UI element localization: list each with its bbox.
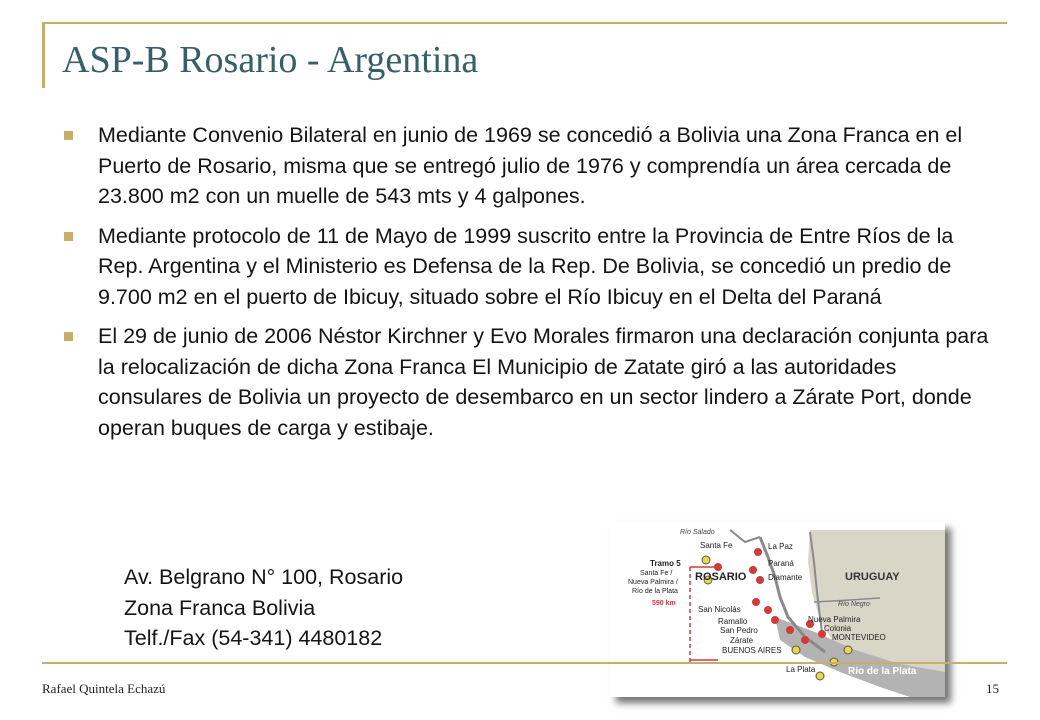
map-label: Río de la Plata bbox=[848, 666, 917, 677]
square-bullet-icon bbox=[64, 332, 73, 341]
map-label: ROSARIO bbox=[695, 571, 747, 583]
map-label: Santa Fe / bbox=[640, 570, 673, 577]
map-label: San Pedro bbox=[720, 626, 758, 635]
map-label: MONTEVIDEO bbox=[832, 633, 886, 642]
port-marker-icon bbox=[801, 636, 809, 644]
map-label: 590 km bbox=[652, 600, 676, 607]
port-marker-icon bbox=[844, 646, 852, 654]
port-marker-icon bbox=[756, 576, 764, 584]
map-label: Diamante bbox=[768, 573, 803, 582]
bullet-item bbox=[62, 221, 992, 313]
route-map-image bbox=[610, 522, 945, 697]
port-marker-icon bbox=[754, 548, 762, 556]
port-marker-icon bbox=[749, 566, 757, 574]
map-label: Paraná bbox=[768, 559, 794, 568]
map-label: Santa Fe bbox=[700, 541, 733, 550]
bullet-text: Mediante Convenio Bilateral en junio de 1969 se concedió a Bolivia una Zona Franca en el Puerto de Rosario, misma que se entregó julio de 1976 y comprendía un área cercada de 23.800 m2 con un muelle de 543 mts y 4 galpones. bbox=[98, 123, 963, 208]
title-accent-bar bbox=[42, 22, 45, 88]
port-marker-icon bbox=[752, 598, 760, 606]
square-bullet-icon bbox=[64, 232, 73, 241]
map-label: La Plata bbox=[786, 665, 816, 674]
top-divider bbox=[42, 22, 1007, 24]
port-marker-icon bbox=[764, 606, 772, 614]
bottom-divider bbox=[42, 662, 1007, 664]
map-label: Zárate bbox=[730, 636, 754, 645]
map-label: BUENOS AIRES bbox=[722, 646, 782, 655]
map-svg bbox=[610, 522, 945, 697]
page-number: 15 bbox=[986, 681, 999, 696]
address-street: Av. Belgrano N° 100, Rosario bbox=[124, 565, 404, 589]
port-marker-icon bbox=[771, 616, 779, 624]
map-label: Nueva Palmira / bbox=[628, 579, 678, 586]
map-label: Río Negro bbox=[838, 601, 870, 608]
bullet-text: El 29 de junio de 2006 Néstor Kirchner y Evo Morales firmaron una declaración conjunta para la relocalización de dicha Zona Franca El Municipio de Zatate giró a las autoridades consulares de Bolivia un proyecto de desembarco en un sector lindero a Zárate Port, donde operan buques de carga y estibaje. bbox=[98, 324, 989, 440]
port-marker-icon bbox=[816, 672, 824, 680]
bullet-list bbox=[62, 120, 992, 452]
map-label: Ramallo bbox=[718, 617, 748, 626]
port-marker-icon bbox=[786, 626, 794, 634]
map-label: Tramo 5 bbox=[650, 559, 681, 568]
bullet-item bbox=[62, 321, 992, 443]
address-zone: Zona Franca Bolivia bbox=[124, 595, 316, 620]
map-label: Nueva Palmira bbox=[808, 615, 861, 624]
address-phone: Telf./Fax (54-341) 4480182 bbox=[124, 626, 383, 650]
footer-author: Rafael Quintela Echazú bbox=[42, 681, 166, 696]
map-label: URUGUAY bbox=[845, 571, 900, 583]
bullet-item bbox=[62, 120, 992, 212]
slide-title: ASP-B Rosario - Argentina bbox=[62, 39, 479, 81]
map-label: La Paz bbox=[768, 542, 793, 551]
address-block bbox=[124, 562, 403, 654]
map-label: Río de la Plata bbox=[632, 588, 678, 595]
map-label: Colonia bbox=[824, 624, 852, 633]
port-marker-icon bbox=[702, 556, 710, 564]
map-label: Río Salado bbox=[680, 529, 715, 536]
square-bullet-icon bbox=[64, 131, 73, 140]
port-marker-icon bbox=[792, 646, 800, 654]
bullet-text: Mediante protocolo de 11 de Mayo de 1999 suscrito entre la Provincia de Entre Ríos de la Rep. Argentina y el Ministerio es Defensa de la Rep. De Bolivia, se concedió un predio de 9.700 m2 en el puerto de Ibicuy, situado sobre el Río Ibicuy en el Delta del Paraná bbox=[98, 223, 954, 309]
map-label: San Nicolás bbox=[698, 605, 741, 614]
port-marker-icon bbox=[714, 563, 722, 571]
